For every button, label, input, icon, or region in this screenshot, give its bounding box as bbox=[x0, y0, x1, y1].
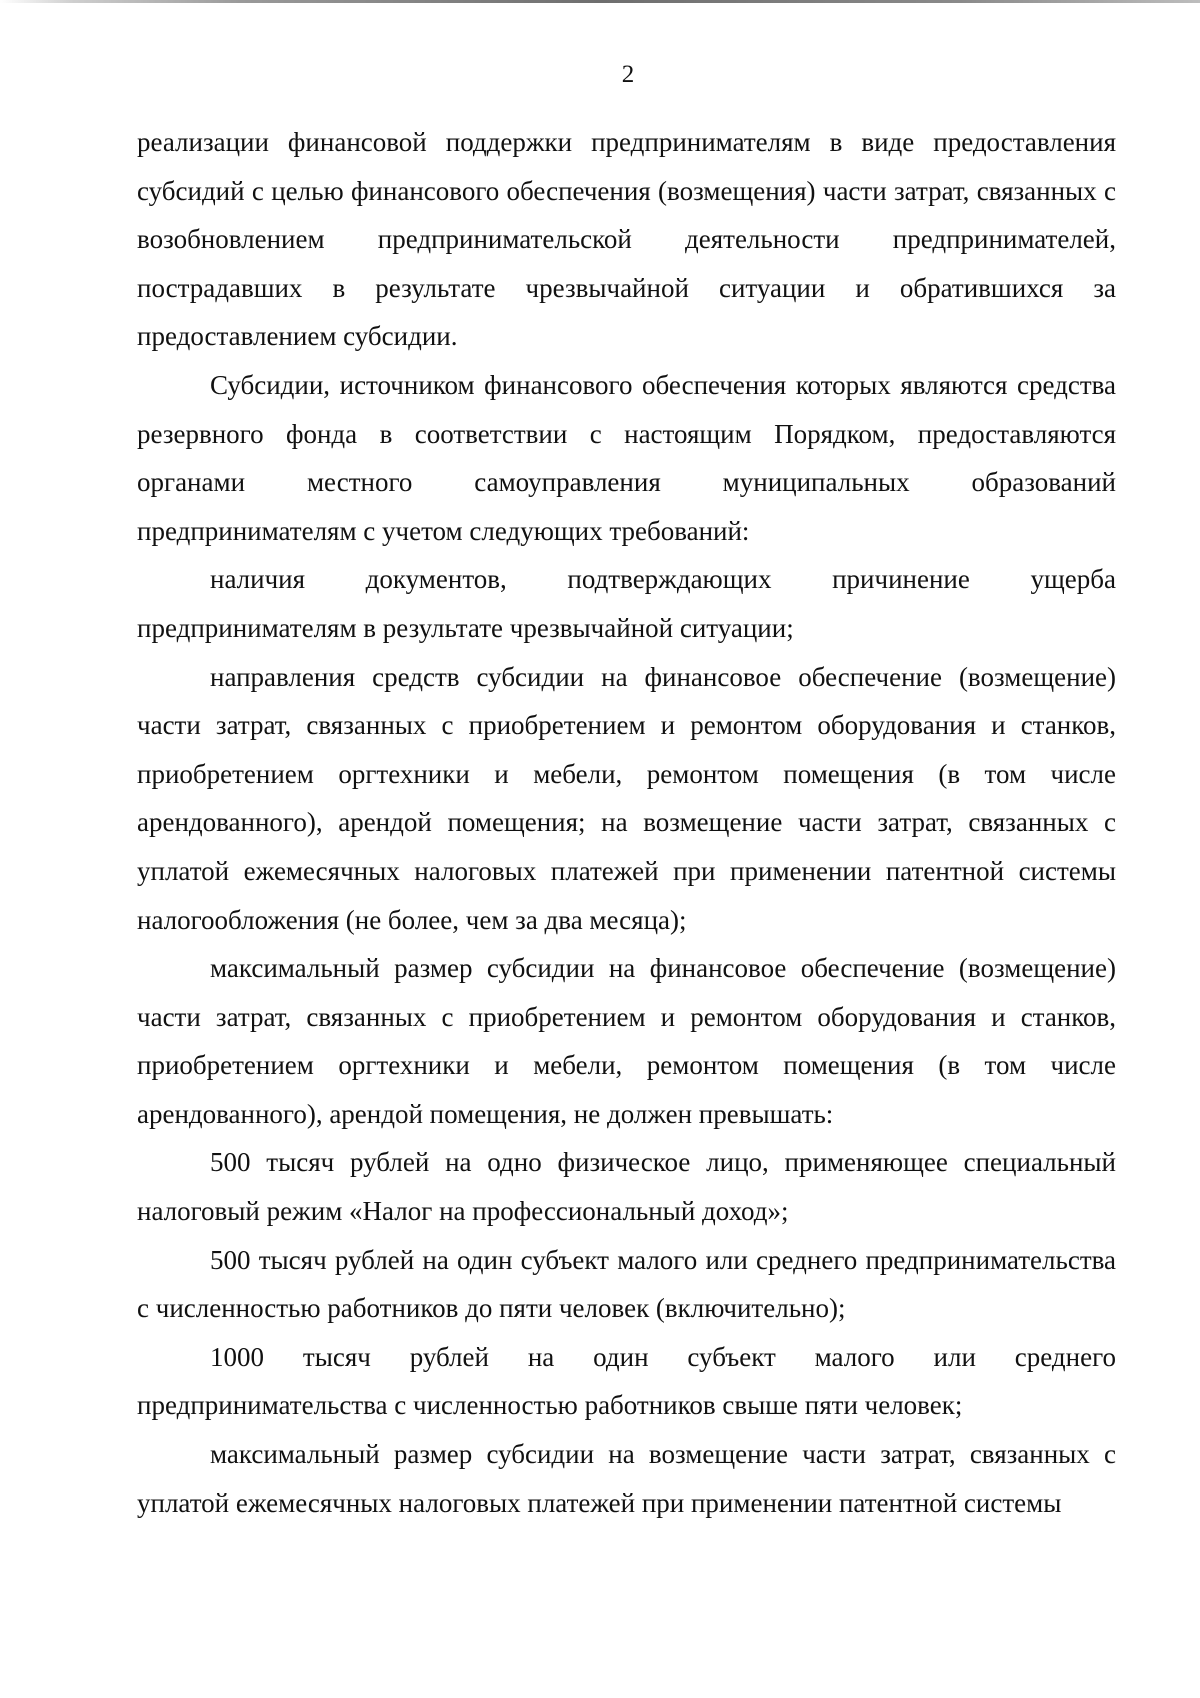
document-body bbox=[137, 118, 1116, 1527]
paragraph-max-subsidy: максимальный размер субсидии на финансовое обеспечение (возмещение) части затрат, связанных с приобретением и ремонтом оборудования и станков, приобретением оргтехники и мебели, ремонтом помещения (в том числе арендованного), арендой помещения, не должен превышать: bbox=[137, 953, 1116, 1129]
paragraph-continuation: реализации финансовой поддержки предпринимателям в виде предоставления субсидий с целью финансового обеспечения (возмещения) части затрат, связанных с возобновлением предпринимательской деятельности предпринимателей, пострадавших в результате чрезвычайной ситуации и обратившихся за предоставлением субсидии. bbox=[137, 127, 1116, 352]
paragraph-requirement-documents: наличия документов, подтверждающих причинение ущерба предпринимателям в результате чрезвычайной ситуации; bbox=[137, 564, 1116, 643]
scan-top-edge bbox=[0, 0, 1200, 3]
page-number: 2 bbox=[621, 61, 635, 88]
paragraph-subsidies-sources: Субсидии, источником финансового обеспечения которых являются средства резервного фонда в соответствии с настоящим Порядком, предоставляются органами местного самоуправления муниципальных образований предпринимателям с учетом следующих требований: bbox=[137, 369, 1116, 546]
paragraph-max-subsidy-patent: максимальный размер субсидии на возмещение части затрат, связанных с уплатой ежемесячных налоговых платежей при применении патентной системы bbox=[137, 1439, 1116, 1518]
paragraph-limit-individual: 500 тысяч рублей на одно физическое лицо, применяющее специальный налоговый режим «Налог на профессиональный доход»; bbox=[137, 1147, 1116, 1227]
paragraph-limit-up-to-five: 500 тысяч рублей на один субъект малого или среднего предпринимательства с численностью работников до пяти человек (включительно); bbox=[137, 1244, 1116, 1324]
paragraph-limit-over-five: 1000 тысяч рублей на один субъект малого или среднего предпринимательства с численностью работников свыше пяти человек; bbox=[137, 1341, 1116, 1421]
paragraph-requirement-funds-direction: направления средств субсидии на финансовое обеспечение (возмещение) части затрат, связанных с приобретением и ремонтом оборудования и станков, приобретением оргтехники и мебели, ремонтом помещения (в том числе арендованного), арендой помещения; на возмещение части затрат, связанных с уплатой ежемесячных налоговых платежей при применении патентной системы налогообложения (не более, чем за два месяца); bbox=[137, 661, 1116, 935]
